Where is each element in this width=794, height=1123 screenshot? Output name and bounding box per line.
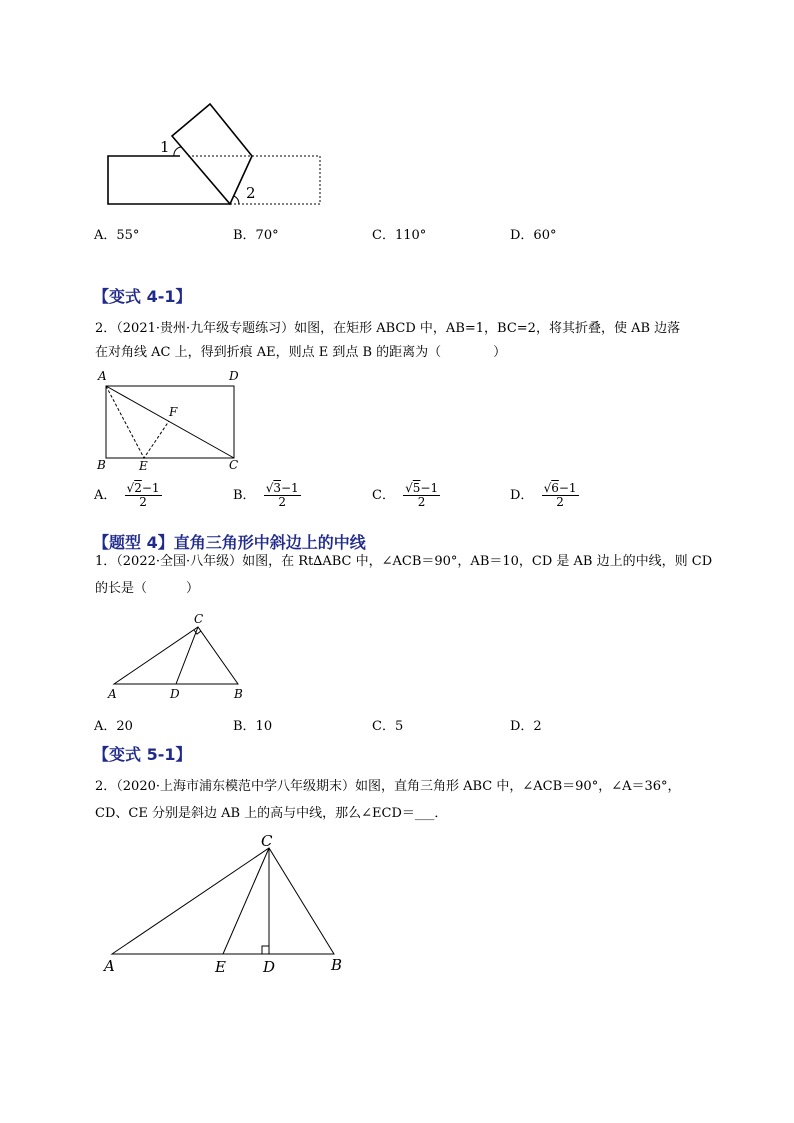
point-a-label: A — [104, 957, 115, 975]
option-a: A．55° — [94, 228, 140, 243]
point-d-label: D — [263, 958, 276, 976]
option-b: B．70° — [233, 228, 279, 243]
type-4-heading: 【题型 4】直角三角形中斜边上的中线 — [93, 533, 366, 552]
point-c-label: C — [229, 458, 239, 472]
right-triangle-median-figure — [100, 606, 260, 702]
variant-4-1-question-line1: 2．（2021·贵州·九年级专题练习）如图，在矩形 ABCD 中，AB=1，BC=2，将其折叠，使 AB 边落 — [95, 321, 681, 336]
type-4-option-b: B．10 — [233, 719, 273, 734]
type-4-question-line1: 1．（2022·全国·八年级）如图，在 Rt∆ABC 中，∠ACB＝90°，AB＝10，CD 是 AB 边上的中线，则 CD — [95, 554, 713, 569]
point-a-label: A — [98, 369, 107, 383]
variant-5-1-heading: 【变式 5-1】 — [93, 745, 192, 764]
variant-4-1-question-line2: 在对角线 AC 上，得到折痕 AE，则点 E 到点 B 的距离为（ ） — [95, 345, 507, 360]
folded-strip-figure — [100, 98, 330, 210]
point-c-label: C — [194, 612, 204, 626]
right-triangle-altitude-figure — [96, 834, 356, 984]
point-c-label: C — [261, 834, 273, 850]
variant-4-1-heading: 【变式 4-1】 — [93, 287, 192, 306]
point-b-label: B — [331, 956, 343, 974]
point-e-label: E — [215, 958, 226, 976]
rectangle-fold-figure — [92, 366, 252, 476]
variant-4-1-option-a: A． $\frac{√2-1}{2}$ — [94, 481, 160, 509]
option-d: D．60° — [510, 228, 557, 243]
variant-5-1-question-line1: 2．（2020·上海市浦东模范中学八年级期末）如图，直角三角形 ABC 中，∠ACB＝90°，∠A＝36°， — [95, 779, 681, 794]
point-d-label: D — [229, 369, 239, 383]
type-4-option-c: C．5 — [372, 719, 404, 734]
type-4-question-line2: 的长是（ ） — [95, 581, 200, 596]
point-d-label: D — [170, 687, 180, 701]
variant-4-1-option-c: C． $\frac{√5-1}{2}$ — [372, 481, 439, 509]
angle-1-label: 1 — [160, 138, 170, 156]
variant-5-1-question-line2: CD、CE 分别是斜边 AB 上的高与中线，那么∠ECD＝___． — [95, 806, 448, 821]
point-b-label: B — [234, 687, 243, 701]
point-e-label: E — [139, 459, 148, 473]
angle-2-label: 2 — [246, 184, 256, 202]
point-f-label: F — [169, 405, 178, 419]
variant-4-1-option-b: B． $\frac{√3-1}{2}$ — [233, 481, 299, 509]
option-c: C．110° — [372, 228, 427, 243]
type-4-option-d: D．2 — [510, 719, 542, 734]
type-4-option-a: A．20 — [94, 719, 133, 734]
point-a-label: A — [108, 687, 117, 701]
variant-4-1-option-d: D． $\frac{√6-1}{2}$ — [510, 481, 577, 509]
point-b-label: B — [97, 458, 106, 472]
